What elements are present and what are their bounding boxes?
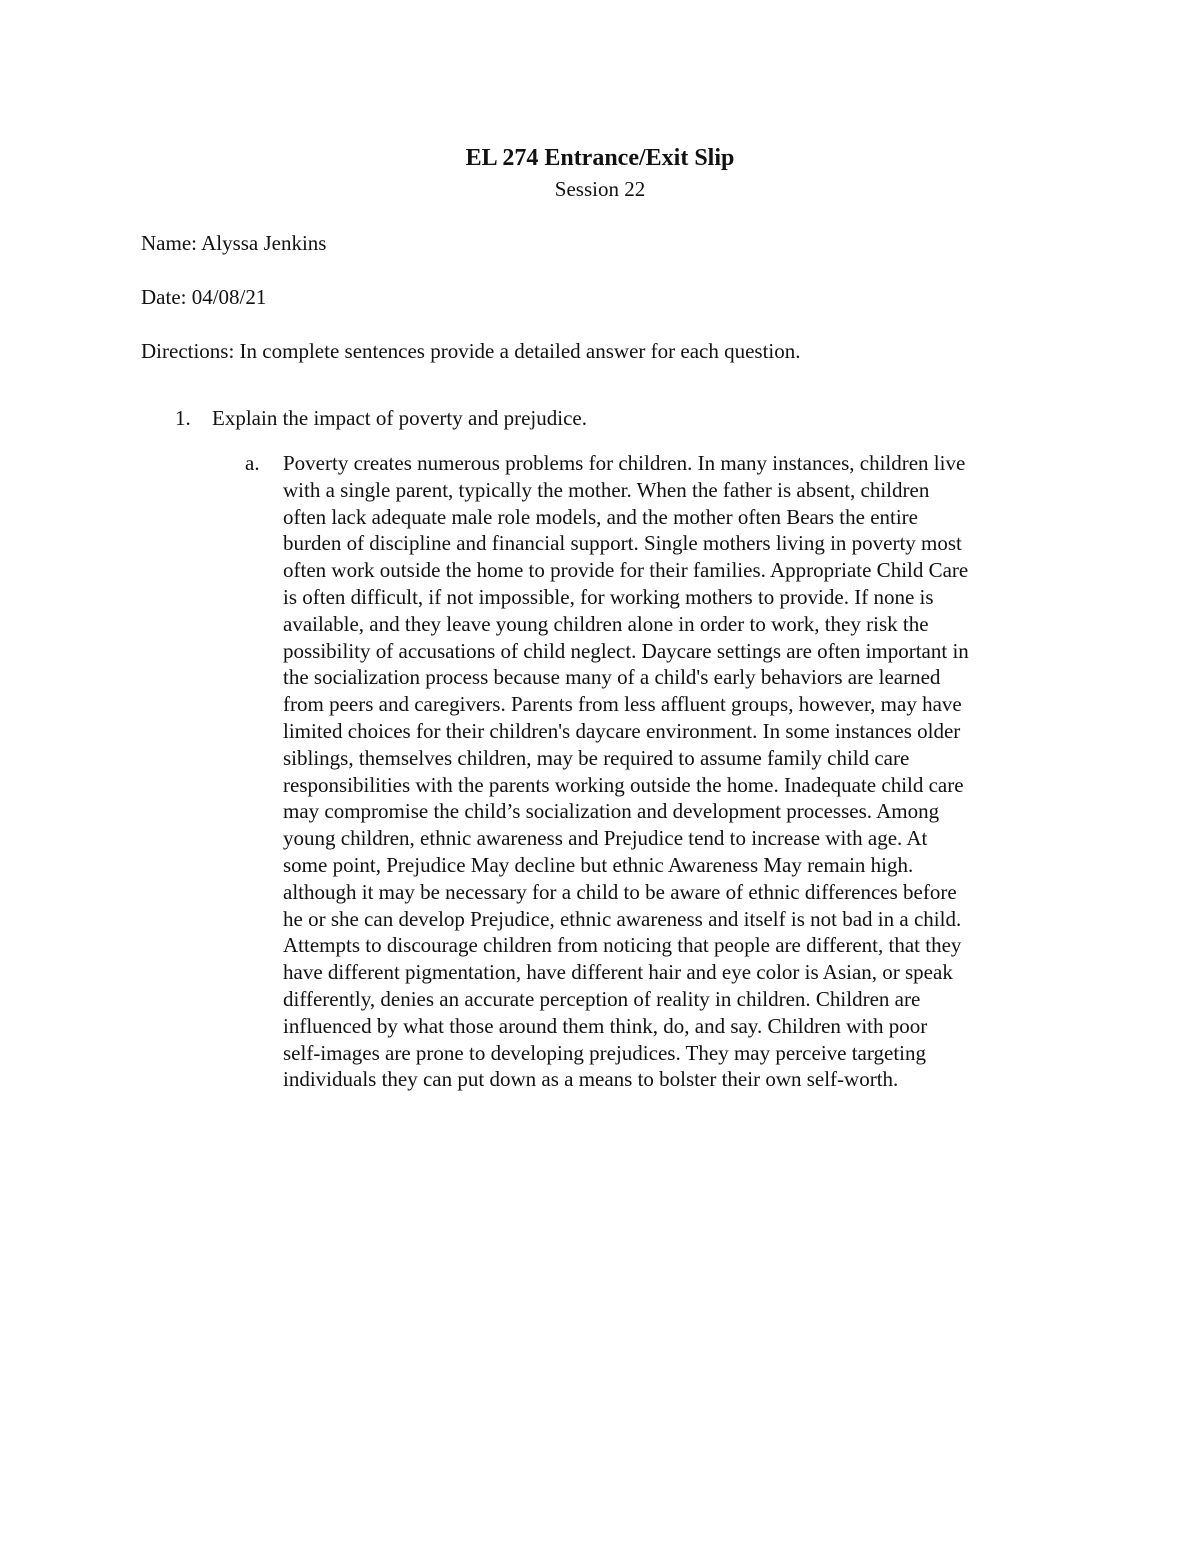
question-number: 1. [175,406,191,430]
answer-line: he or she can develop Prejudice, ethnic awareness and itself is not bad in a child. [283,906,962,931]
answer-line: often lack adequate male role models, and the mother often Bears the entire [283,504,918,529]
directions-line: Directions: In complete sentences provide a detailed answer for each question. [141,339,801,363]
answer-line: individuals they can put down as a means to bolster their own self-worth. [283,1067,899,1092]
answer-line: often work outside the home to provide for their families. Appropriate Child Care [283,558,969,583]
answer-line: may compromise the child’s socialization and development processes. Among [283,799,940,824]
answer-line: although it may be necessary for a child to be aware of ethnic differences before [283,879,957,904]
answer-line: possibility of accusations of child neglect. Daycare settings are often important in [283,638,969,663]
answer-line: the socialization process because many of a child's early behaviors are learned [283,665,941,690]
answer-line: siblings, themselves children, may be required to assume family child care [283,745,910,770]
answer-line: available, and they leave young children alone in order to work, they risk the [283,611,929,636]
answer-line: Poverty creates numerous problems for children. In many instances, children live [283,451,966,475]
answer-line: responsibilities with the parents working outside the home. Inadequate child care [283,772,964,797]
answer-line: from peers and caregivers. Parents from less affluent groups, however, may have [283,692,962,717]
question-text: Explain the impact of poverty and prejudice. [212,406,587,430]
answer-line: burden of discipline and financial support. Single mothers living in poverty most [283,531,962,556]
answer-letter: a. [245,451,260,475]
answer-line: influenced by what those around them think, do, and say. Children with poor [283,1013,928,1038]
session-subtitle: Session 22 [554,177,646,201]
document-title: EL 274 Entrance/Exit Slip [465,145,735,171]
answer-paragraph [283,450,1063,1093]
answer-line: Attempts to discourage children from noticing that people are different, that they [283,933,962,958]
answer-line: differently, denies an accurate perception of reality in children. Children are [283,986,921,1011]
answer-line: self-images are prone to developing prejudices. They may perceive targeting [283,1040,926,1065]
answer-line: with a single parent, typically the mother. When the father is absent, children [283,477,930,502]
answer-line: young children, ethnic awareness and Prejudice tend to increase with age. At [283,826,928,851]
name-line: Name: Alyssa Jenkins [141,231,327,255]
answer-line: have different pigmentation, have different hair and eye color is Asian, or speak [283,960,953,985]
answer-line: some point, Prejudice May decline but ethnic Awareness May remain high. [283,852,914,877]
answer-line: is often difficult, if not impossible, for working mothers to provide. If none is [283,584,934,609]
date-line: Date: 04/08/21 [141,285,267,309]
answer-line: limited choices for their children's daycare environment. In some instances older [283,718,961,743]
